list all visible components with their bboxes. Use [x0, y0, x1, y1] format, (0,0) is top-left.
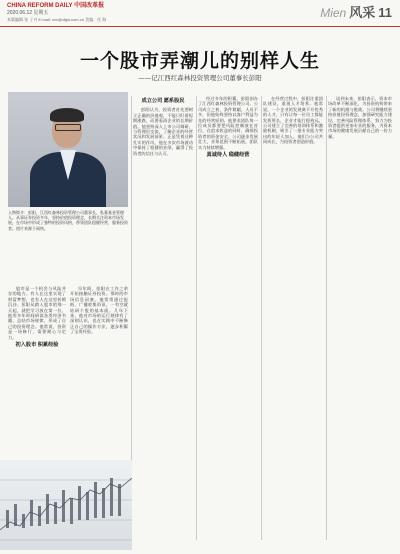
article-headline: 一个股市弄潮儿的别样人生 [79, 50, 320, 72]
portrait-glasses [55, 124, 81, 131]
section-header [320, 2, 392, 21]
column-5-text: 在经营过程中，彭阳注重团队建设，重视人才培养。他常说，一个企业的发展离不开优秀的人才，只有让每一位员工都能发挥所长，企业才能行稳致远。公司建立了完善的培训体系和激励机制，吸引了一批专业能力突出的年轻人加入。他们与公司共同成长，为投资者创造价值。 [263, 96, 323, 145]
portrait-photo [8, 92, 128, 207]
section-latin: Mien [320, 6, 347, 20]
column-2-text: 早年间，彭阳在工作之余开始接触证券投资。那时的市场信息闭塞，他常常通过报纸、广播收集资讯，一有空就钻研个股的基本面。几年下来，他对市场的运行规律有了深刻认识，也在实践中不断修正自己的操作方法，逐步积累了宝贵经验。 [70, 286, 128, 335]
column-divider [196, 96, 197, 540]
issue-date: 2020.06.12 星期五 [7, 10, 49, 16]
column-3-text: 彭阳认为，投资者首先要树立正确的价值观，不能只盯着短期涨跌，而要看清企业的长期价值。他坚持深入上市公司调研，与管理层交流，了解企业的经营状况和发展前景。正是凭着这种扎实的作风，他在多次市场波动中保持了稳健的业绩，赢得了投资者的信任与认可。 [133, 107, 193, 156]
article-column-1 [8, 286, 66, 466]
column-3-heading: 成立公司 愿系股民 [141, 98, 185, 104]
article-column-5 [263, 96, 323, 541]
column-1-text: 股市是一个机会与风险并存的地方。有人在这里实现了财富梦想，也有人在这里折戟沉沙。彭阳从踏入股市的那一天起，就把学习放在第一位，他用多年时间研读各类经济书籍，总结市场规律，形成了自己的投资理念。他常说，投资是一场修行，需要耐心与定力。 [8, 286, 66, 340]
column-6-text: 谈到未来，彭阳表示，资本市场改革不断深化，为投资机构带来了新的机遇与挑战。公司将继续坚持价值投资理念，加强研究能力建设，完善风险管理体系，努力为投资者提供更加专业的服务，为资本市场的健康发展贡献自己的一份力量。 [328, 96, 392, 139]
page-number: 11 [378, 5, 392, 20]
article-column-2 [70, 286, 128, 466]
masthead [0, 0, 400, 27]
column-4-heading: 真诚待人 稳健经营 [206, 152, 250, 159]
article-column-3 [133, 96, 193, 541]
column-divider [326, 96, 327, 540]
section-title: 风采 [349, 5, 376, 20]
column-4-text: 经过多年的积累，彭阳创办了江西红森林投资管理公司。公司成立之初，条件简陋，人员不多，但他始终坚持以客户利益为先的经营原则。他要求团队每一位成员都要把风险控制放在首位，在追求收益的同时，确保投资者的资金安全。公司逐步发展壮大，业务范围不断拓展，团队实力持续增强。 [198, 96, 258, 150]
editor-line: 本版编辑 张 子刃 E-mail: xxx@cfgw.com.cn 美编：任 海 [7, 17, 107, 22]
photo-caption: 入物简介：彭阳，江西红森林投资管理公司董事长、私募基金管理人。从事证券投资多年，坚持价值投资理念，长期关注资本市场发展，在市场中形成了独特的投资风格，带领团队稳健经营，服务投资者。图片来源于网络。 [8, 210, 128, 231]
article-column-6 [328, 96, 392, 541]
masthead-left [7, 3, 106, 23]
paper-name: CHINA REFORM DAILY 中国改革报 [7, 3, 105, 9]
stock-chart-illustration [0, 460, 132, 550]
article-column-4 [198, 96, 258, 541]
article-subhead: ——记江西红森林投资管理公司董事长彭阳 [138, 74, 262, 82]
stock-chart-graphic [0, 460, 132, 550]
portrait-hair [50, 108, 84, 122]
column-1-heading: 初入股市 积累经验 [15, 342, 59, 349]
column-divider [261, 96, 262, 540]
